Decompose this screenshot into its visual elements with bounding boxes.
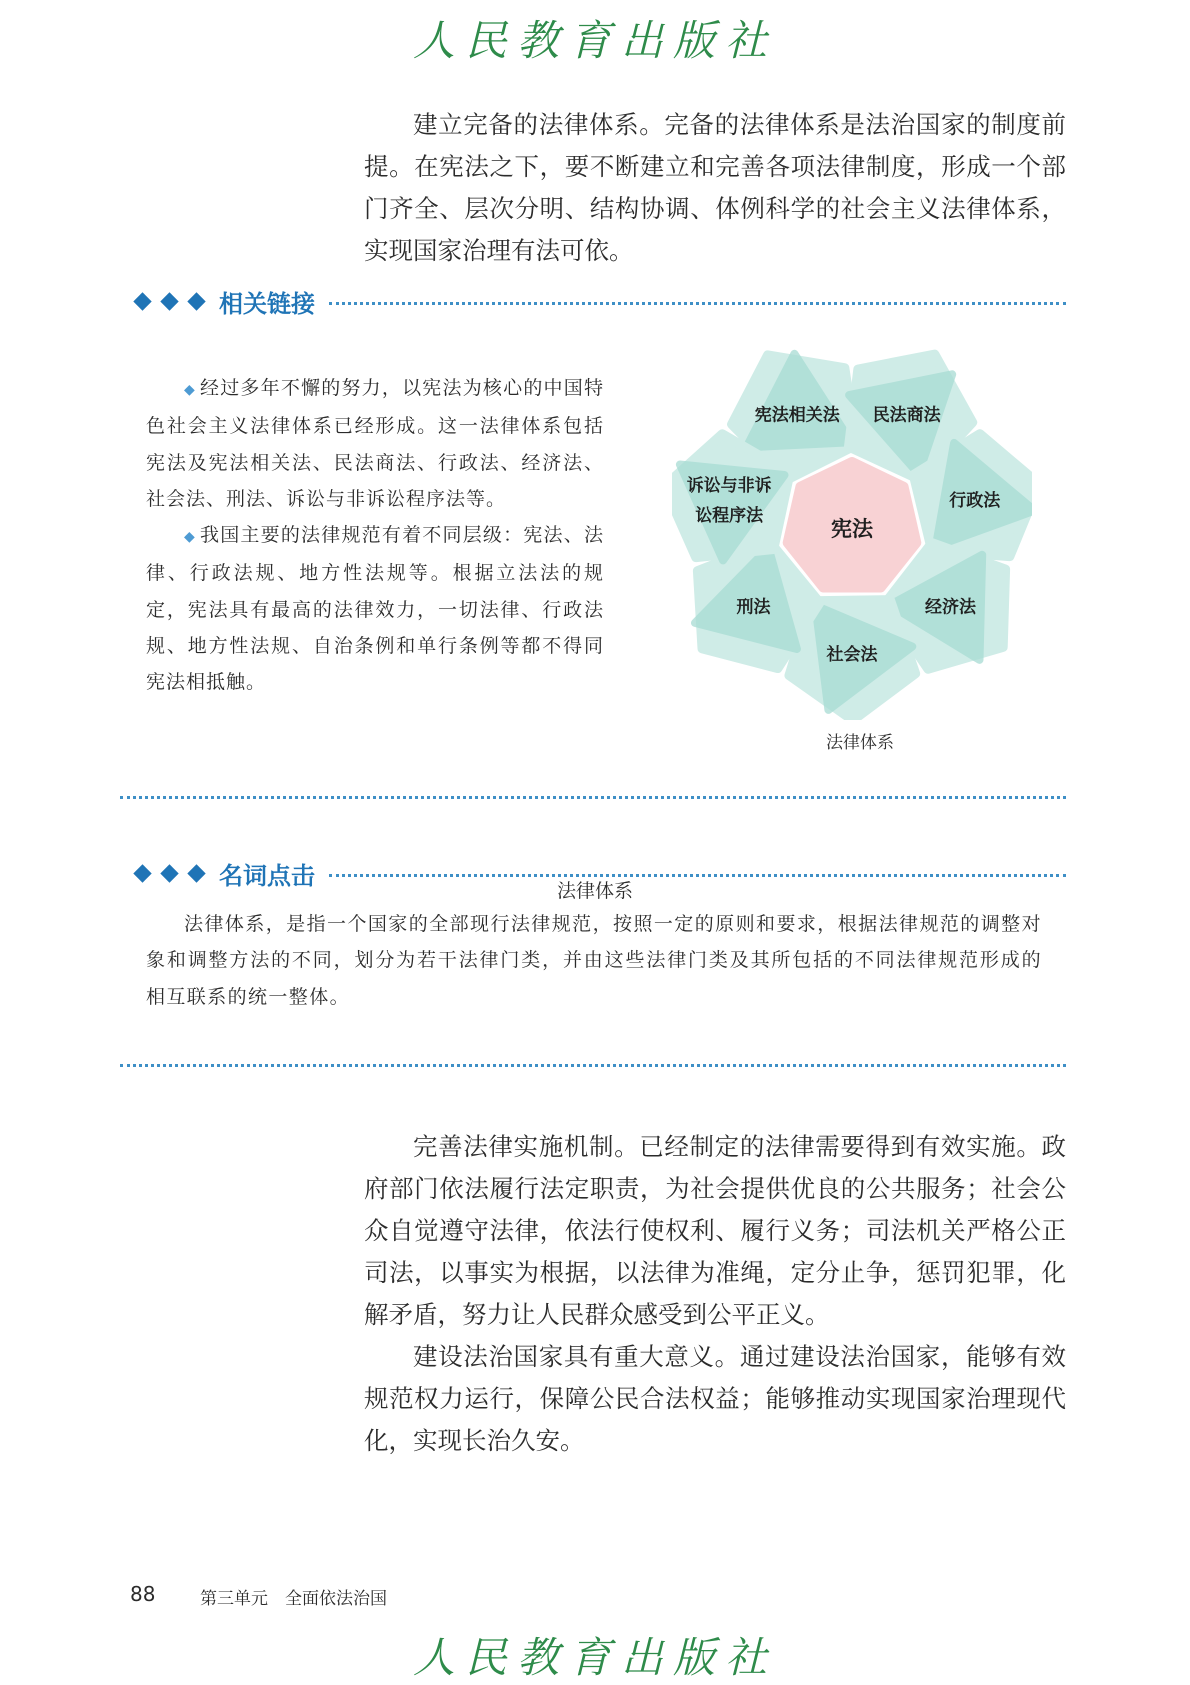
diamond-icon [160, 292, 178, 310]
unit-title: 第三单元 全面依法治国 [200, 1589, 387, 1609]
dotted-divider [120, 796, 1066, 799]
paragraph: 完善法律实施机制。已经制定的法律需要得到有效实施。政府部门依法履行法定职责，为社会提供优良的公共服务；社会公众自觉遵守法律，依法行使权利、履行义务；司法机关严格公正司法，以事实为根据，以法律为准绳，定分止争，惩罚犯罪，化解矛盾，努力让人民群众感受到公平正义。 [364, 1132, 1066, 1329]
related-item: ◆ 经过多年不懈的努力，以宪法为核心的中国特色社会主义法律体系已经形成。这一法律体系包括宪法及宪法相关法、民法商法、行政法、经济法、社会法、刑法、诉讼与非诉讼程序法等。 [146, 377, 604, 510]
term-name: 法律体系 [556, 880, 633, 902]
paragraph: 建立完备的法律体系。完备的法律体系是法治国家的制度前提。在宪法之下，要不断建立和完善各项法律制度，形成一个部门齐全、层次分明、结构协调、体例科学的社会主义法律体系，实现国家治理有法可依。 [364, 110, 1066, 265]
petal-label: 经济法 [925, 597, 976, 618]
law-system-diagram [672, 340, 1032, 720]
diamond-bullet-icon: ◆ [184, 382, 196, 398]
paragraph: 建设法治国家具有重大意义。通过建设法治国家，能够有效规范权力运行，保障公民合法权益；能够推动实现国家治理现代化，实现长治久安。 [364, 1342, 1066, 1455]
petal-label: 诉讼与非诉 [686, 476, 772, 496]
bottom-paragraphs [364, 1126, 1066, 1462]
petal-label: 讼程序法 [695, 506, 764, 526]
term-definition: 法律体系，是指一个国家的全部现行法律规范，按照一定的原则和要求，根据法律规范的调整对象和调整方法的不同，划分为若干法律门类，并由这些法律门类及其所包括的不同法律规范形成的相互联系的统一整体。 [146, 913, 1042, 1008]
term-section-title: 名词点击 [219, 861, 315, 890]
petal-label: 社会法 [826, 645, 878, 665]
petal-label: 宪法相关法 [754, 405, 840, 426]
top-paragraphs [364, 104, 1066, 272]
publisher-logo-top: 人民教育出版社 [412, 16, 777, 65]
page-number: 88 [130, 1582, 156, 1606]
related-item: ◆ 我国主要的法律规范有着不同层级：宪法、法律、行政法规、地方性法规等。根据立法法的规定，宪法具有最高的法律效力，一切法律、行政法规、地方性法规、自治条例和单行条例等都不得同宪法相抵触。 [146, 524, 604, 694]
related-links-title: 相关链接 [219, 289, 315, 318]
diamond-icon [133, 292, 151, 310]
related-links-text [146, 370, 604, 701]
petal-label: 行政法 [949, 491, 1001, 511]
diamond-icon [187, 292, 205, 310]
publisher-logo-bottom: 人民教育出版社 [412, 1633, 777, 1682]
diagram-caption: 法律体系 [826, 733, 894, 753]
dotted-divider [329, 302, 1066, 305]
center-label: 宪法 [831, 517, 873, 541]
diamond-icons [132, 295, 207, 308]
dotted-divider [120, 1064, 1066, 1067]
petal-label: 刑法 [736, 597, 771, 618]
petal-label: 民法商法 [872, 405, 941, 426]
related-links-header [132, 284, 1066, 318]
diamond-bullet-icon: ◆ [184, 529, 196, 546]
